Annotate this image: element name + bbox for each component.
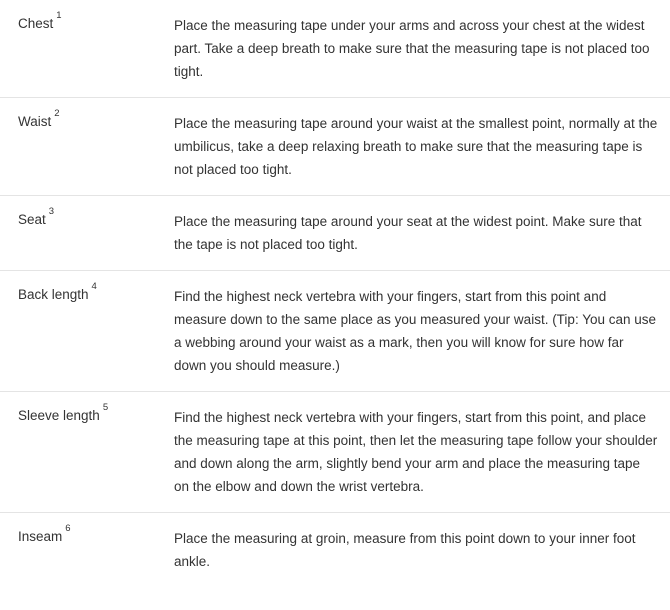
measurement-term-number: 1 (56, 10, 62, 22)
measurement-term-cell (0, 0, 156, 98)
measurement-term-label: Inseam (18, 529, 63, 544)
measurement-term-cell (0, 392, 156, 513)
table-row (0, 513, 670, 588)
measurement-term-number: 6 (65, 523, 71, 535)
table-row (0, 0, 670, 98)
measurement-term-label: Sleeve length (18, 408, 100, 423)
table-row (0, 271, 670, 392)
measurement-term-number: 4 (91, 281, 97, 293)
measurement-term-label: Back length (18, 287, 89, 302)
measurement-description-cell: Find the highest neck vertebra with your fingers, start from this point and measure down to the same place as you measured your waist. (Tip: You can use a webbing around your waist as a mark, then you will know for sure how far down you should measure.) (156, 271, 670, 392)
measurement-description-cell: Place the measuring at groin, measure from this point down to your inner foot ankle. (156, 513, 670, 588)
measurement-term-number: 3 (48, 206, 55, 218)
measurement-description-cell: Place the measuring tape around your waist at the smallest point, normally at the umbilicus, take a deep relaxing breath to make sure that the measuring tape is not placed too tight. (156, 98, 670, 196)
measurement-description-cell: Place the measuring tape around your seat at the widest point. Make sure that the tape is not placed too tight. (156, 196, 670, 271)
measurement-description-cell: Find the highest neck vertebra with your fingers, start from this point, and place the measuring tape at this point, then let the measuring tape follow your shoulder and down along the arm, slightly bend your arm and place the measuring tape on the elbow and down the wrist vertebra. (156, 392, 670, 513)
measurement-term-cell (0, 513, 156, 588)
measurement-term-label: Waist (18, 114, 52, 129)
table-row (0, 196, 670, 271)
measurement-term-label: Chest (18, 16, 54, 31)
measurement-term-number: 5 (102, 402, 109, 414)
measurement-term-cell (0, 196, 156, 271)
table-row (0, 98, 670, 196)
table-row (0, 392, 670, 513)
measurement-description-cell: Place the measuring tape under your arms and across your chest at the widest part. Take a deep breath to make sure that the measuring tape is not placed too tight. (174, 18, 650, 79)
measurement-term-number: 2 (54, 108, 60, 120)
measurement-term-cell (0, 98, 156, 196)
measurement-term-cell (0, 271, 156, 392)
measurement-term-label: Seat (18, 212, 46, 227)
